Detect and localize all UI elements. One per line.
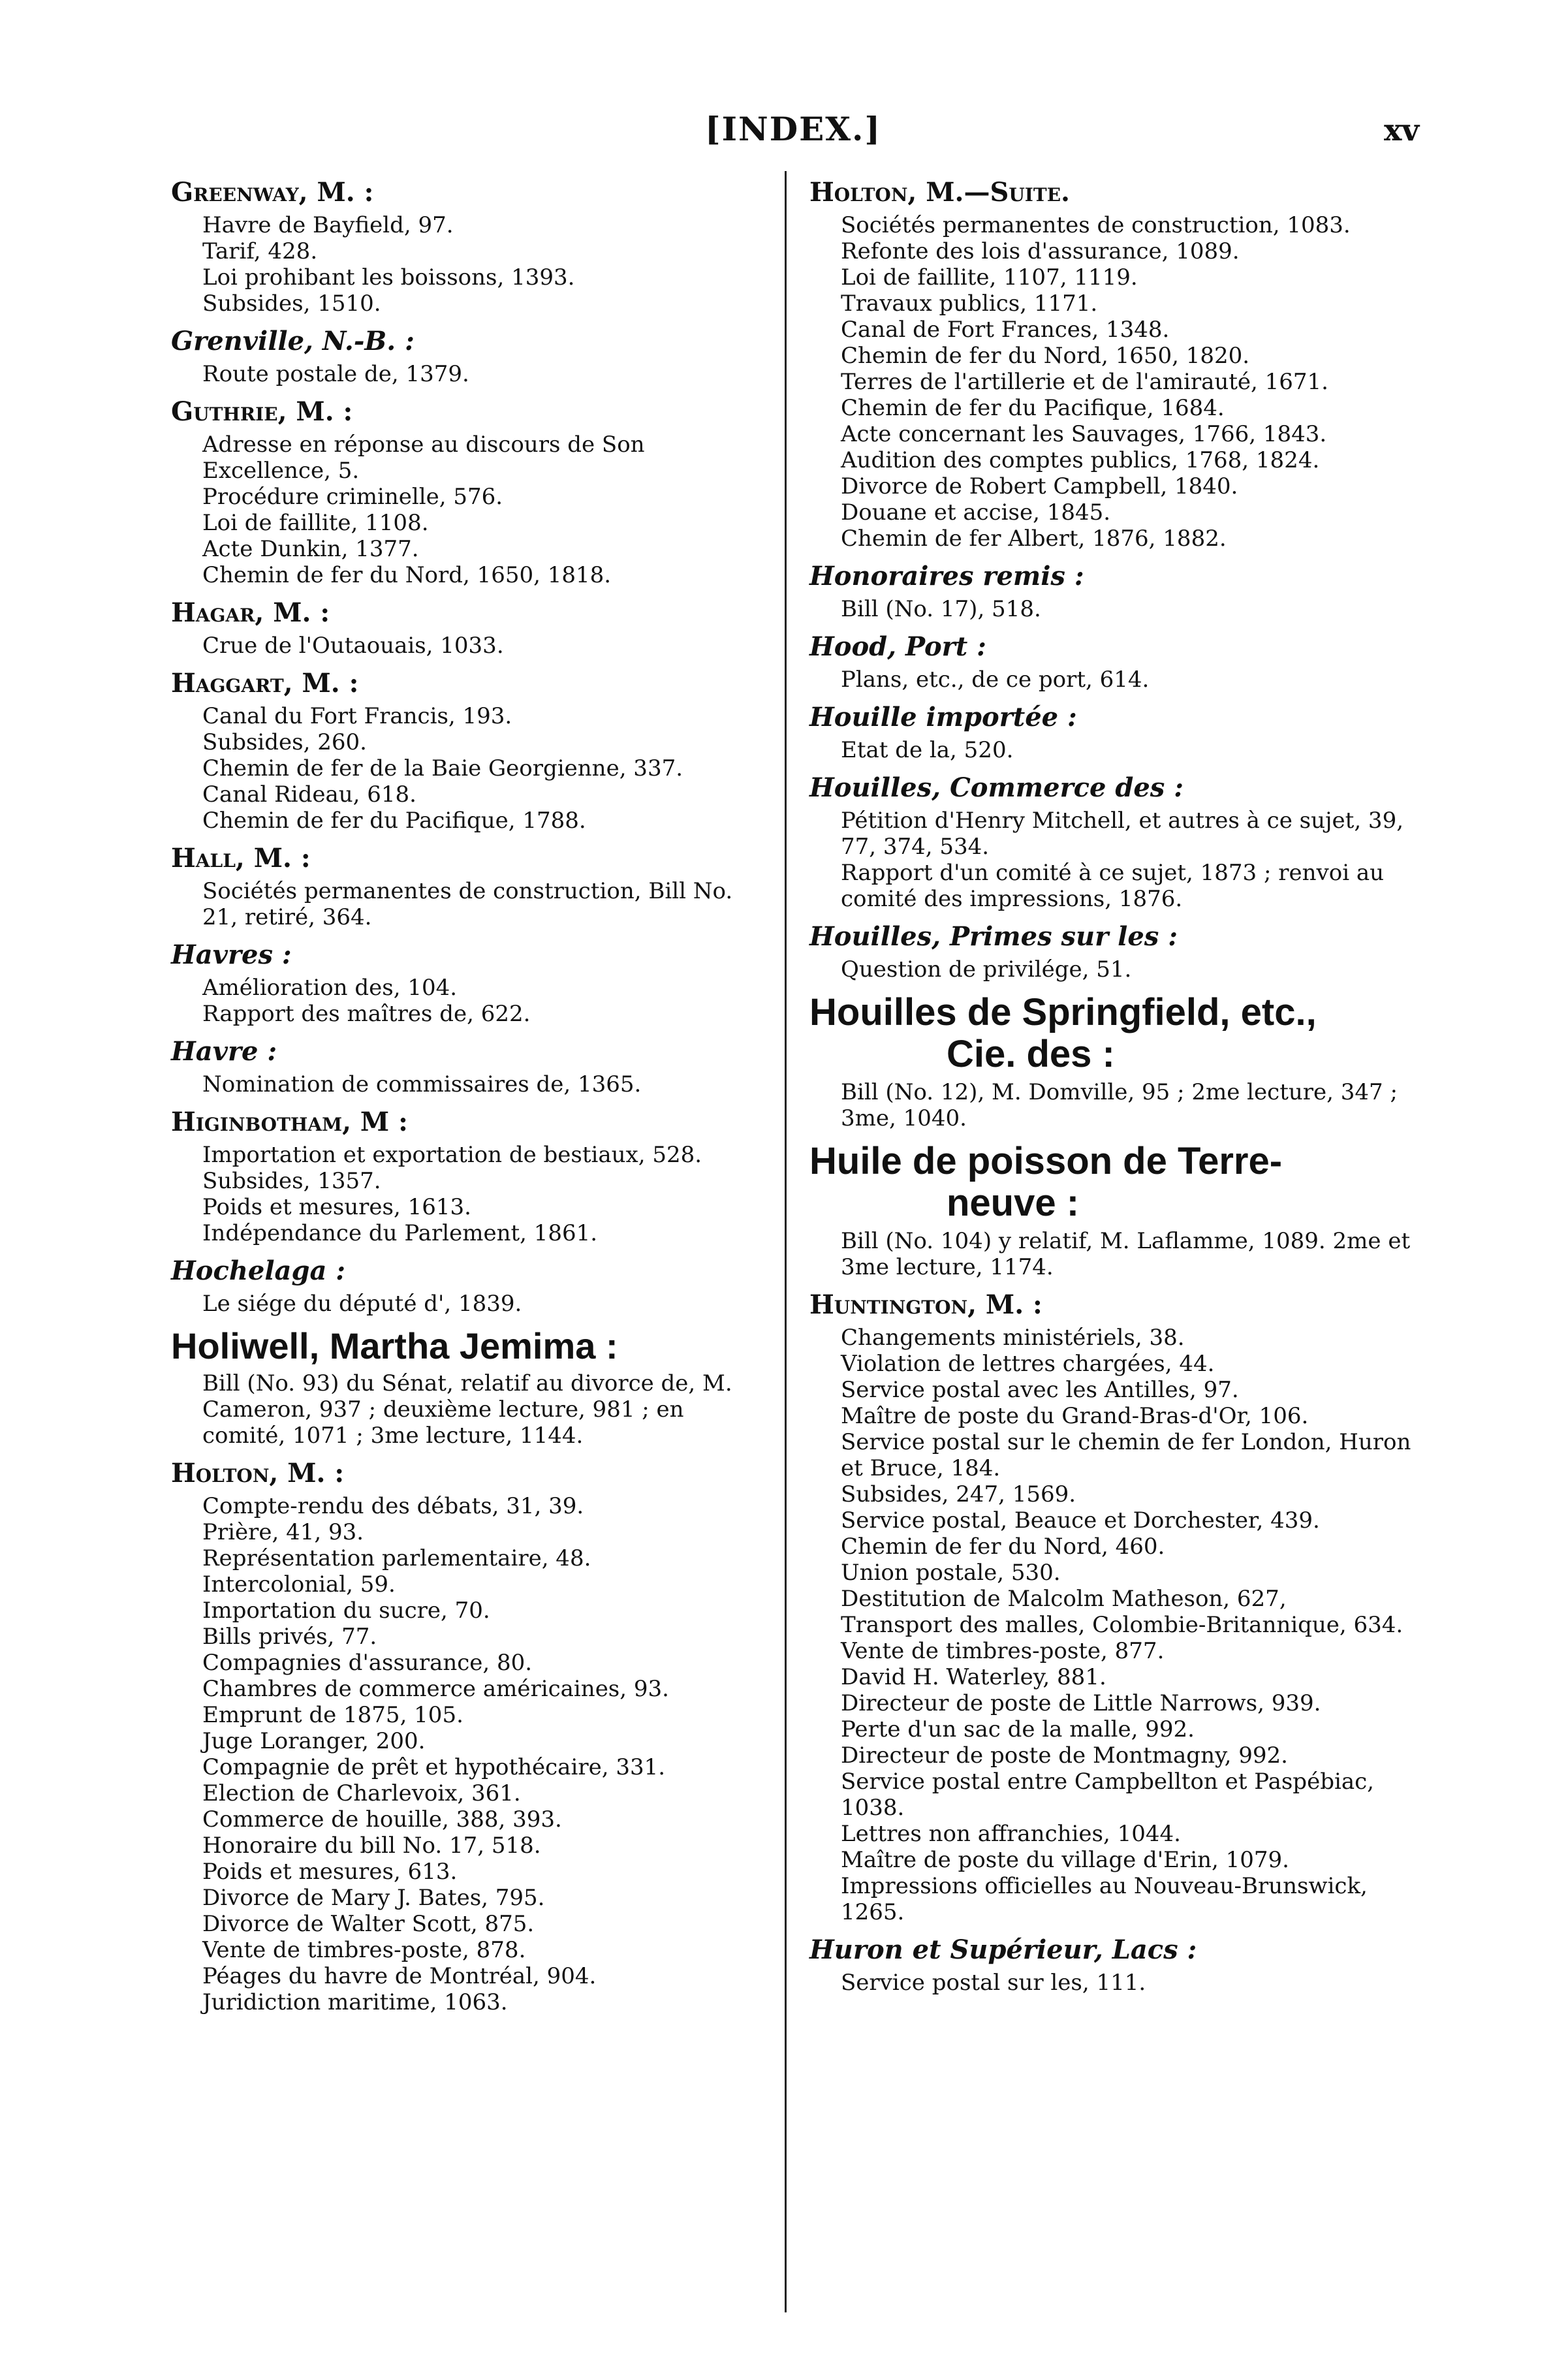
- entry-reference: Compte-rendu des débats, 31, 39.: [202, 1493, 584, 1519]
- entry-reference: Emprunt de 1875, 105.: [202, 1702, 463, 1728]
- index-entry: [809, 1141, 1423, 1280]
- entry-reference: Rapport des maîtres de, 622.: [202, 1001, 531, 1027]
- entry-reference: Juge Loranger, 200.: [202, 1728, 426, 1754]
- entry-reference: Union postale, 530.: [841, 1560, 1061, 1586]
- entry-reference: Bill (No. 93) du Sénat, relatif au divorce de, M. Cameron, 937 ; deuxième lecture, 981 ; en comité, 1071 ; 3me lecture, 1144.: [202, 1370, 732, 1449]
- entry-reference: Terres de l'artillerie et de l'amirauté, 1671.: [841, 369, 1328, 395]
- entry-reference: Poids et mesures, 613.: [202, 1859, 458, 1885]
- entry-heading: Greenway, M. :: [171, 177, 374, 208]
- entry-heading: Holton, M.—Suite.: [809, 177, 1070, 208]
- entry-reference: Rapport d'un comité à ce sujet, 1873 ; renvoi au comité des impressions, 1876.: [841, 860, 1385, 912]
- entry-reference: Canal du Fort Francis, 193.: [202, 703, 512, 729]
- entry-reference: Compagnie de prêt et hypothécaire, 331.: [202, 1754, 666, 1780]
- entry-reference: Destitution de Malcolm Matheson, 627,: [841, 1586, 1287, 1612]
- heading-line: Huile de poisson de Terre-: [809, 1140, 1283, 1182]
- entry-reference: Perte d'un sac de la malle, 992.: [841, 1716, 1195, 1742]
- entry-reference: Bill (No. 104) y relatif, M. Laflamme, 1089. 2me et 3me lecture, 1174.: [841, 1228, 1411, 1280]
- page-header: [INDEX.]: [705, 110, 882, 148]
- entry-reference: Acte Dunkin, 1377.: [202, 536, 419, 562]
- column-divider: [785, 171, 787, 2312]
- entry-reference: Subsides, 247, 1569.: [841, 1481, 1076, 1507]
- entry-heading: Houille importée :: [809, 702, 1077, 733]
- entry-heading: Holton, M. :: [171, 1458, 345, 1489]
- entry-reference: Compagnies d'assurance, 80.: [202, 1650, 533, 1676]
- entry-reference: Bills privés, 77.: [202, 1624, 377, 1650]
- entry-reference: Sociétés permanentes de construction, 1083.: [841, 212, 1351, 238]
- entry-reference: Audition des comptes publics, 1768, 1824.: [841, 447, 1320, 473]
- entry-reference: Représentation parlementaire, 48.: [202, 1545, 591, 1571]
- entry-reference: Péages du havre de Montréal, 904.: [202, 1963, 597, 1989]
- entry-reference: Lettres non affranchies, 1044.: [841, 1821, 1181, 1847]
- entry-heading: Grenville, N.-B. :: [171, 326, 415, 356]
- entry-reference: Amélioration des, 104.: [202, 975, 458, 1001]
- entry-reference: Vente de timbres-poste, 877.: [841, 1638, 1165, 1664]
- index-entry: [171, 939, 772, 1027]
- left-column: [171, 173, 772, 2025]
- entry-heading: Haggart, M. :: [171, 668, 359, 699]
- entry-reference: Refonte des lois d'assurance, 1089.: [841, 238, 1240, 264]
- entry-reference: Changements ministériels, 38.: [841, 1325, 1185, 1351]
- entry-reference: Transport des malles, Colombie-Britannique, 634.: [841, 1612, 1403, 1638]
- index-entry: [809, 702, 1423, 763]
- entry-reference: Election de Charlevoix, 361.: [202, 1780, 521, 1806]
- index-entry: [171, 1255, 772, 1317]
- entry-heading: Hood, Port :: [809, 631, 986, 662]
- entry-heading: Honoraires remis :: [809, 561, 1084, 591]
- entry-reference: Chemin de fer de la Baie Georgienne, 337.: [202, 755, 683, 781]
- entry-reference: Chemin de fer du Pacifique, 1788.: [202, 808, 586, 834]
- entry-reference: Maître de poste du Grand-Bras-d'Or, 106.: [841, 1403, 1309, 1429]
- heading-line: neuve :: [947, 1182, 1080, 1224]
- entry-reference: Chemin de fer du Pacifique, 1684.: [841, 395, 1225, 421]
- index-entry: [171, 597, 772, 659]
- entry-reference: Tarif, 428.: [202, 238, 318, 264]
- entry-heading: Houilles, Primes sur les :: [809, 921, 1178, 952]
- entry-reference: Canal de Fort Frances, 1348.: [841, 317, 1170, 343]
- entry-heading: Higinbotham, M :: [171, 1107, 408, 1137]
- entry-heading: Havres :: [171, 939, 292, 970]
- entry-reference: Directeur de poste de Little Narrows, 939.: [841, 1690, 1321, 1716]
- entry-reference: Poids et mesures, 1613.: [202, 1194, 471, 1220]
- entry-reference: Question de privilége, 51.: [841, 956, 1132, 983]
- page-number: xv: [1384, 112, 1420, 148]
- entry-reference: Chemin de fer du Nord, 460.: [841, 1534, 1165, 1560]
- entry-reference: Prière, 41, 93.: [202, 1519, 364, 1545]
- entry-reference: Importation du sucre, 70.: [202, 1598, 490, 1624]
- index-entry: [171, 1107, 772, 1246]
- index-entry: [809, 1289, 1423, 1925]
- entry-reference: Intercolonial, 59.: [202, 1571, 396, 1598]
- index-entry: [171, 668, 772, 834]
- entry-heading: [809, 992, 1423, 1075]
- entry-reference: Juridiction maritime, 1063.: [202, 1989, 508, 2015]
- entry-reference: Loi prohibant les boissons, 1393.: [202, 264, 575, 291]
- index-entry: [809, 561, 1423, 622]
- entry-reference: Honoraire du bill No. 17, 518.: [202, 1833, 541, 1859]
- entry-reference: Loi de faillite, 1108.: [202, 510, 429, 536]
- entry-reference: Chemin de fer Albert, 1876, 1882.: [841, 526, 1227, 552]
- entry-heading: Hall, M. :: [171, 843, 311, 874]
- entry-reference: Bill (No. 12), M. Domville, 95 ; 2me lecture, 347 ; 3me, 1040.: [841, 1079, 1398, 1131]
- entry-reference: Divorce de Walter Scott, 875.: [202, 1911, 535, 1937]
- entry-reference: Impressions officielles au Nouveau-Brunswick, 1265.: [841, 1873, 1368, 1925]
- entry-reference: Divorce de Robert Campbell, 1840.: [841, 473, 1238, 499]
- entry-reference: Plans, etc., de ce port, 614.: [841, 667, 1150, 693]
- entry-heading: Hochelaga :: [171, 1255, 346, 1286]
- entry-heading: Houilles, Commerce des :: [809, 772, 1184, 803]
- index-entry: [809, 631, 1423, 693]
- entry-reference: Maître de poste du village d'Erin, 1079.: [841, 1847, 1289, 1873]
- entry-reference: Bill (No. 17), 518.: [841, 596, 1041, 622]
- entry-reference: Douane et accise, 1845.: [841, 499, 1111, 526]
- entry-reference: Chambres de commerce américaines, 93.: [202, 1676, 669, 1702]
- entry-reference: Havre de Bayfield, 97.: [202, 212, 454, 238]
- entry-reference: Adresse en réponse au discours de Son Excellence, 5.: [202, 432, 645, 484]
- entry-reference: Acte concernant les Sauvages, 1766, 1843.: [841, 421, 1327, 447]
- entry-reference: Service postal, Beauce et Dorchester, 439.: [841, 1507, 1320, 1534]
- entry-reference: Service postal sur les, 111.: [841, 1970, 1146, 1996]
- index-entry: [809, 1934, 1423, 1996]
- index-entry: [171, 326, 772, 387]
- index-entry: [809, 772, 1423, 912]
- entry-reference: Subsides, 1357.: [202, 1168, 381, 1194]
- entry-reference: Crue de l'Outaouais, 1033.: [202, 633, 504, 659]
- index-entry: [809, 992, 1423, 1131]
- entry-reference: David H. Waterley, 881.: [841, 1664, 1106, 1690]
- entry-reference: Nomination de commissaires de, 1365.: [202, 1071, 642, 1097]
- entry-reference: Service postal entre Campbellton et Paspébiac, 1038.: [841, 1769, 1374, 1821]
- entry-reference: Subsides, 260.: [202, 729, 367, 755]
- entry-reference: Sociétés permanentes de construction, Bill No. 21, retiré, 364.: [202, 878, 733, 930]
- entry-heading: Havre :: [171, 1036, 277, 1067]
- entry-reference: Canal Rideau, 618.: [202, 781, 416, 808]
- entry-reference: Procédure criminelle, 576.: [202, 484, 503, 510]
- entry-reference: Le siége du député d', 1839.: [202, 1291, 522, 1317]
- entry-reference: Commerce de houille, 388, 393.: [202, 1806, 562, 1833]
- entry-reference: Vente de timbres-poste, 878.: [202, 1937, 526, 1963]
- entry-reference: Directeur de poste de Montmagny, 992.: [841, 1742, 1288, 1769]
- index-entry: [171, 177, 772, 317]
- entry-reference: Importation et exportation de bestiaux, 528.: [202, 1142, 702, 1168]
- entry-reference: Route postale de, 1379.: [202, 361, 469, 387]
- entry-reference: Chemin de fer du Nord, 1650, 1820.: [841, 343, 1250, 369]
- entry-reference: Indépendance du Parlement, 1861.: [202, 1220, 598, 1246]
- index-entry: [809, 177, 1423, 552]
- right-column: [809, 173, 1423, 2005]
- entry-reference: Divorce de Mary J. Bates, 795.: [202, 1885, 545, 1911]
- index-entry: [171, 843, 772, 930]
- entry-heading: Huntington, M. :: [809, 1289, 1043, 1320]
- index-entry: [809, 921, 1423, 983]
- entry-reference: Subsides, 1510.: [202, 291, 381, 317]
- entry-reference: Chemin de fer du Nord, 1650, 1818.: [202, 562, 612, 588]
- heading-line: Cie. des :: [947, 1033, 1115, 1075]
- heading-line: Houilles de Springfield, etc.,: [809, 991, 1317, 1033]
- entry-heading: Hagar, M. :: [171, 597, 330, 628]
- entry-reference: Service postal avec les Antilles, 97.: [841, 1377, 1239, 1403]
- entry-heading: [809, 1141, 1423, 1224]
- entry-reference: Pétition d'Henry Mitchell, et autres à ce sujet, 39, 77, 374, 534.: [841, 808, 1404, 860]
- index-entry: [171, 1326, 772, 1449]
- entry-reference: Service postal sur le chemin de fer London, Huron et Bruce, 184.: [841, 1429, 1411, 1481]
- entry-reference: Loi de faillite, 1107, 1119.: [841, 264, 1138, 291]
- entry-heading: Holiwell, Martha Jemima :: [171, 1325, 618, 1366]
- entry-heading: Guthrie, M. :: [171, 396, 353, 427]
- entry-reference: Etat de la, 520.: [841, 737, 1014, 763]
- entry-heading: Huron et Supérieur, Lacs :: [809, 1934, 1197, 1965]
- entry-reference: Travaux publics, 1171.: [841, 291, 1098, 317]
- index-entry: [171, 396, 772, 588]
- index-entry: [171, 1458, 772, 2015]
- index-entry: [171, 1036, 772, 1097]
- entry-reference: Violation de lettres chargées, 44.: [841, 1351, 1215, 1377]
